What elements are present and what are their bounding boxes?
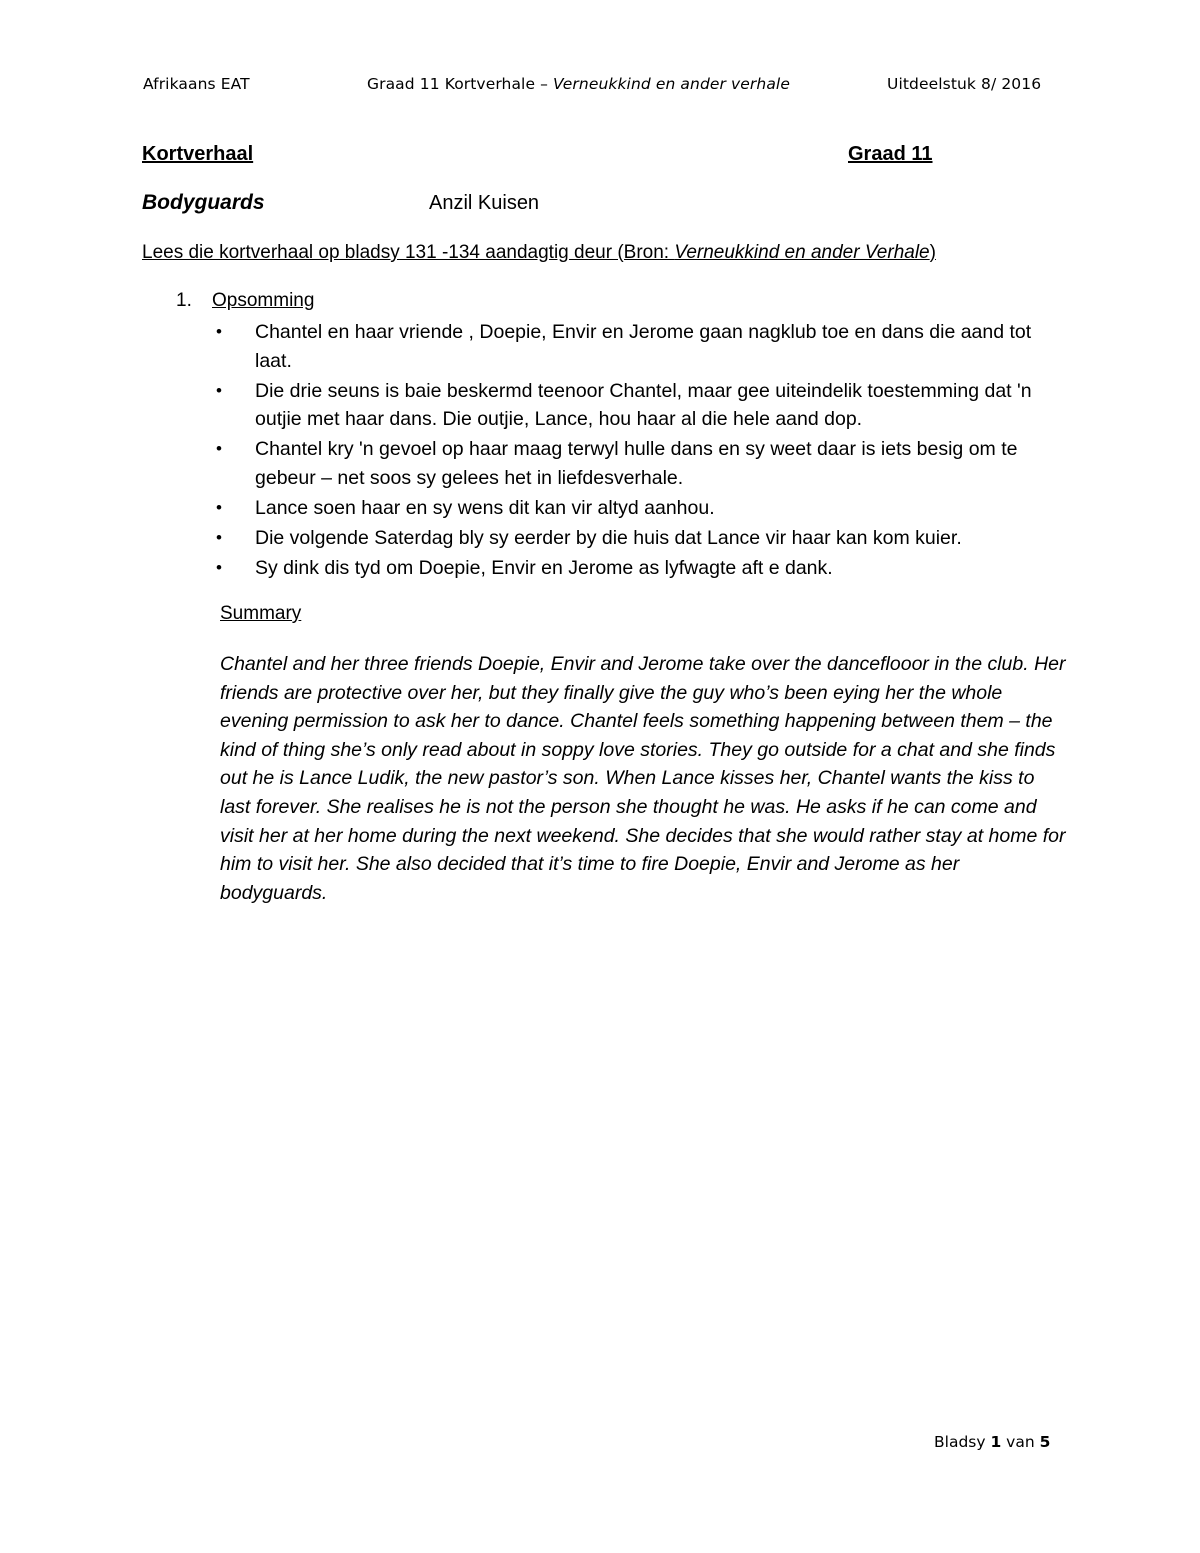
- header-subject: Afrikaans EAT: [143, 75, 250, 93]
- list-item: [216, 318, 1066, 375]
- bullet-text: Die drie seuns is baie beskermd teenoor Chantel, maar gee uiteindelik toestemming dat 'n outjie met haar dans. Die outjie, Lance, hou haar al die hele aand dop.: [255, 379, 1032, 431]
- bullet-text: Chantel kry 'n gevoel op haar maag terwyl hulle dans en sy weet daar is iets besig om te gebeur – net soos sy gelees het in liefdesverhale.: [255, 438, 1018, 489]
- bullet-icon: •: [216, 380, 222, 400]
- footer-middle: van: [1001, 1433, 1040, 1451]
- section-number: 1.: [176, 290, 192, 311]
- instruction-prefix: Lees die kortverhaal op bladsy 131 -134 aandagtig deur (Bron:: [142, 242, 675, 263]
- footer-prefix: Bladsy: [934, 1433, 991, 1451]
- bullet-icon: •: [216, 322, 222, 341]
- list-item: [216, 377, 1066, 434]
- list-item: [216, 554, 1066, 583]
- reading-instruction: [142, 242, 936, 264]
- bullet-icon: •: [216, 498, 222, 518]
- list-item: [216, 435, 1066, 492]
- footer-page-total: 5: [1039, 1433, 1051, 1451]
- story-author: Anzil Kuisen: [429, 192, 540, 214]
- section-heading: Kortverhaal: [142, 143, 254, 165]
- grade-heading: Graad 11: [848, 143, 933, 165]
- page-footer: [934, 1433, 1050, 1451]
- footer-page-number: 1: [990, 1433, 1002, 1451]
- story-title: Bodyguards: [142, 191, 265, 214]
- list-item: [216, 494, 1066, 523]
- summary-heading: Summary: [220, 603, 302, 624]
- bullet-icon: •: [216, 439, 222, 459]
- section-title: Opsomming: [212, 290, 315, 311]
- summary-paragraph: Chantel and her three friends Doepie, Envir and Jerome take over the danceflooor in the club. Her friends are protective over her, but they finally give the guy who’s been eying her the whole evening permission to ask her to dance. Chantel feels something happening between them – the kind of thing she’s only read about in soppy love stories. They go outside for a chat and she finds out he is Lance Ludik, the new pastor’s son. When Lance kisses her, Chantel wants the kiss to last forever. She realises he is not the person she thought he was. He asks if he can come and visit her at her home during the next weekend. She decides that she would rather stay at home for him to visit her. She also decided that it’s time to fire Doepie, Envir and Jerome as her bodyguards.: [220, 653, 1066, 904]
- bullet-icon: •: [216, 528, 222, 548]
- summary-bullet-list: [216, 318, 1066, 584]
- instruction-source: Verneukkind en ander Verhale: [674, 242, 930, 263]
- header-course-book: Verneukkind en ander verhale: [553, 75, 790, 93]
- bullet-text: Die volgende Saterdag bly sy eerder by die huis dat Lance vir haar kan kom kuier.: [255, 527, 962, 550]
- header-course: [367, 75, 790, 93]
- header-course-prefix: Graad 11 Kortverhale –: [367, 75, 553, 93]
- bullet-text: Sy dink dis tyd om Doepie, Envir en Jerome as lyfwagte aft e dank.: [255, 557, 833, 580]
- instruction-suffix: ): [929, 242, 936, 263]
- bullet-text: Chantel en haar vriende , Doepie, Envir en Jerome gaan nagklub toe en dans die aand tot laat.: [255, 321, 1032, 372]
- bullet-text: Lance soen haar en sy wens dit kan vir altyd aanhou.: [255, 497, 715, 520]
- header-handout: Uitdeelstuk 8/ 2016: [887, 75, 1042, 93]
- bullet-icon: •: [216, 558, 222, 578]
- list-item: [216, 524, 1066, 553]
